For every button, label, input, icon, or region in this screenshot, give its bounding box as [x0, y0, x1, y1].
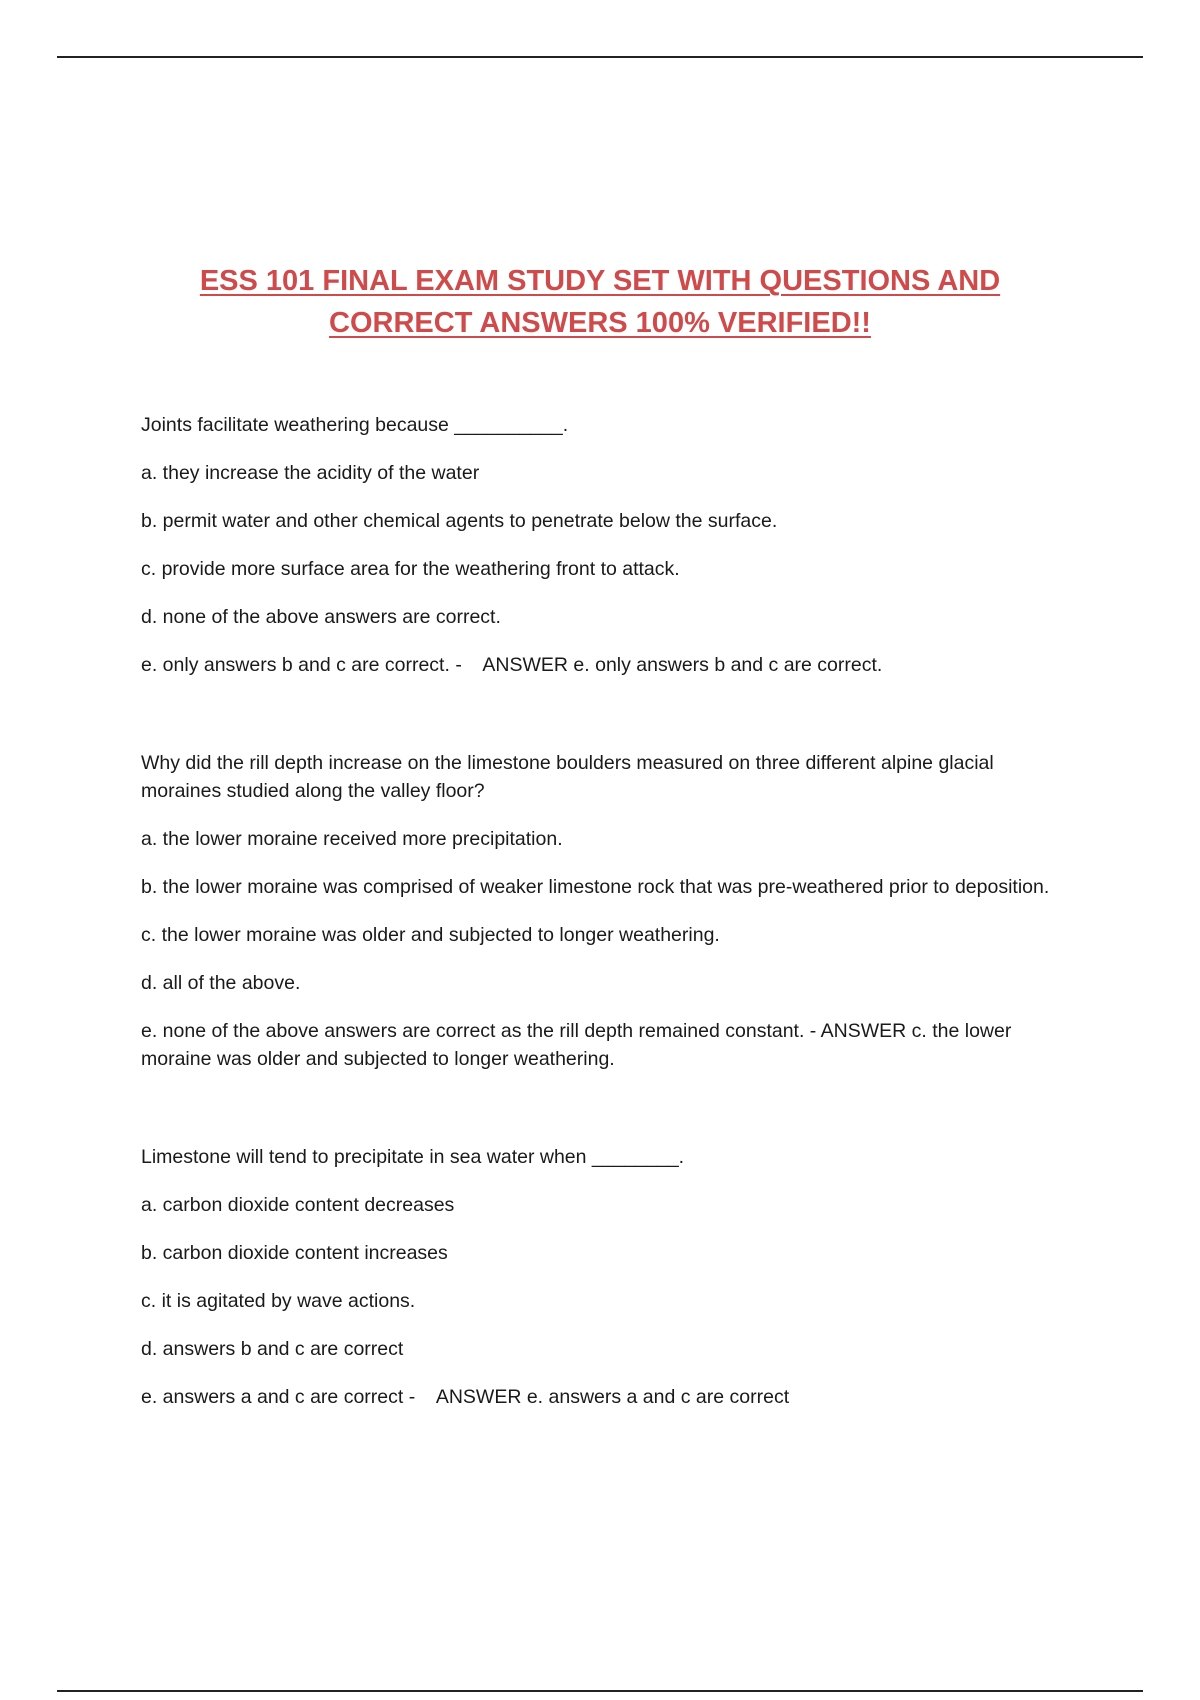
option-d: d. answers b and c are correct — [141, 1338, 404, 1360]
option-c: c. provide more surface area for the weathering front to attack. — [141, 558, 680, 580]
question-3 — [141, 1143, 1071, 1411]
option-b: b. carbon dioxide content increases — [141, 1242, 448, 1264]
option-d: d. none of the above answers are correct. — [141, 606, 501, 628]
option-b: b. permit water and other chemical agents to penetrate below the surface. — [141, 510, 778, 532]
option-e: e. only answers b and c are correct. - — [141, 654, 462, 676]
option-e: e. none of the above answers are correct as the rill depth remained constant. - — [141, 1020, 817, 1042]
option-b: b. the lower moraine was comprised of weaker limestone rock that was pre-weathered prior to deposition. — [141, 876, 1050, 898]
option-c: c. the lower moraine was older and subjected to longer weathering. — [141, 924, 720, 946]
option-a: a. they increase the acidity of the water — [141, 462, 480, 484]
question-text: Limestone will tend to precipitate in sea water when ________. — [141, 1146, 685, 1168]
top-rule — [57, 56, 1143, 58]
option-e-with-answer — [141, 1017, 1071, 1073]
question-text: Why did the rill depth increase on the limestone boulders measured on three different alpine glacial moraines studied along the valley floor? — [141, 752, 994, 802]
question-text: Joints facilitate weathering because __________. — [141, 414, 569, 436]
answer-text: ANSWER e. answers a and c are correct — [435, 1386, 790, 1408]
option-e-with-answer — [141, 1383, 1071, 1411]
option-a: a. carbon dioxide content decreases — [141, 1194, 455, 1216]
answer-text: ANSWER e. only answers b and c are correct. — [482, 654, 883, 676]
option-e-with-answer — [141, 651, 1071, 679]
bottom-rule — [57, 1690, 1143, 1692]
document-title — [100, 260, 1100, 344]
option-a: a. the lower moraine received more precipitation. — [141, 828, 563, 850]
option-e: e. answers a and c are correct - — [141, 1386, 416, 1408]
title-line-2: CORRECT ANSWERS 100% VERIFIED!! — [329, 307, 871, 339]
question-list — [141, 411, 1071, 1411]
answer-text: ANSWER c. the lower moraine was older and subjected to longer weathering. — [141, 1020, 1012, 1070]
title-line-1: ESS 101 FINAL EXAM STUDY SET WITH QUESTIONS AND — [199, 265, 1001, 297]
question-2 — [141, 749, 1071, 1073]
option-c: c. it is agitated by wave actions. — [141, 1290, 416, 1312]
question-1 — [141, 411, 1071, 679]
option-d: d. all of the above. — [141, 972, 301, 994]
